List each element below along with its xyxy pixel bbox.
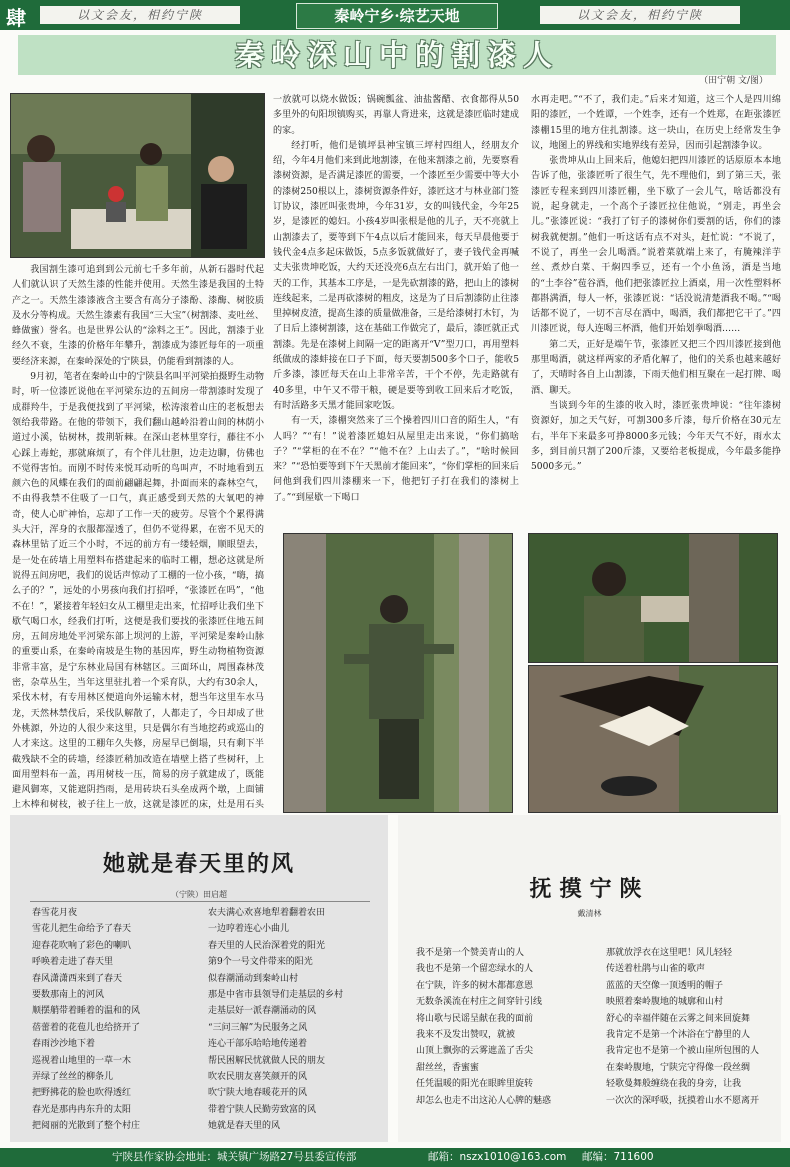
poem-line: 我也不是第一个留恋绿水的人 bbox=[416, 964, 534, 975]
poem-line: 将山歌与民谣呈献在我的面前 bbox=[416, 1013, 534, 1024]
poem-box-2 bbox=[398, 815, 781, 1142]
footer-email: 邮箱：nszx1010@163.com bbox=[428, 1151, 567, 1163]
poem-line: 春天里的人民治深着党的阳光 bbox=[208, 940, 326, 951]
poem-author: （宁陕）田启超 bbox=[171, 890, 227, 899]
page-number: 肆 bbox=[6, 6, 26, 30]
poem-lines-right bbox=[208, 905, 383, 1135]
article-title: 秦岭深山中的割漆人 bbox=[234, 38, 559, 72]
photo-lacquer-collection bbox=[528, 665, 778, 813]
poem-line: “三问三解”为民服务之风 bbox=[208, 1022, 308, 1033]
poem-line: 吹宁陕大地春暖花开的风 bbox=[208, 1088, 308, 1099]
poem-line: 春雪花月夜 bbox=[32, 908, 78, 918]
poem-line: 把阅丽的光散到了整个村庄 bbox=[32, 1121, 141, 1132]
poem-line: 巡视着山地里的一草一木 bbox=[32, 1055, 132, 1066]
footer-address: 宁陕县作家协会地址：城关镇广场路27号县委宣传部 bbox=[112, 1151, 357, 1163]
poem-line: 蓝蓝的天空像一顶透明的帽子 bbox=[606, 980, 724, 991]
poem-line: 山顶上飘弥的云雾遮盖了舌尖 bbox=[416, 1046, 534, 1057]
photo-workers-eating bbox=[10, 93, 265, 258]
poem-line: 迎春花吹响了彩色的喇叭 bbox=[32, 940, 132, 951]
divider bbox=[30, 901, 370, 902]
poem-line: 一次次的深呼吸，抚摸着山水不愿离开 bbox=[606, 1095, 760, 1106]
poem-line: 我肯定不是第一个沐浴在宁静里的人 bbox=[606, 1030, 751, 1041]
article-byline: （田宁朝 文/图） bbox=[699, 76, 768, 86]
poem-box-1 bbox=[10, 815, 388, 1142]
paragraph: 张贵坤从山上回来后，他媳妇把四川漆匠的话原原本本地告诉了他，张漆匠听了很生气，先不理他们，到了第三天，张漆匠专程来到四川漆匠棚，坐下歇了一会儿气，啥话都没有说，起身就走，一个高个子漆匠拉住他说，“别走，再坐会儿。”张漆匠说：“我打了钉子的漆树你们要割的话，你们的漆树我就便割。”他们一听这话有点不对头，赶忙说：“不说了，不说了，再坐一会儿喝酒。”说着菜就端上来了，有腌辣洋芋丝、煮炒白菜、干焖四季豆，还有一个小鱼汤，酒是当地的“土李谷”苞谷酒，他们把张漆匠拉上酒桌，用一次性塑料杯都斟满酒，每人一杯，张漆匠说：“话没说清楚酒我不喝。”“喝话都不说了，一切不言尽在酒中，喝酒，我们都把它干了。”四川漆匠说，每人连喝三杯酒，他们开始划拳喝酒…… bbox=[531, 156, 781, 335]
poem-line: 连心干部乐哈哈地传递着 bbox=[208, 1039, 308, 1050]
paragraph: 有一天，漆棚突然来了三个操着四川口音的陌生人，“有人吗？”“有！”说着漆匠媳妇从屋里走出来说，“你们搞啥子？”“掌柜的在不在？”“他不在？上山去了。”，“啥时候回来？”“恐怕要等到下午天黑前才能回来”，“你们掌柜的回来后问他到我们四川漆棚来一下，他把钉子打在我们的漆树上了。”“到屋歇一下喝口 bbox=[273, 416, 519, 503]
poem-line: 把野拂花的脸也吹得透红 bbox=[32, 1088, 132, 1099]
paragraph: 我国割生漆可追到到公元前七千多年前，从新石器时代起人们就认识了天然生漆的性能并使用。天然生漆是我国的土特产之一。天然生漆漆液含主要含有高分子漆酚、漆酶、树胶质及水分等构成。天然生漆素有我国“三大宝”（树割漆、麦吐丝、蜂做蜜）誉名。也是世界公认的“涂料之王”。因此，割漆于业经久不衰，生漆的价格年年攀升，割漆成为漆匠每年的一项重要经济来源，在秦岭深处的宁陕县，仍能看到割漆的人。 bbox=[12, 265, 264, 367]
poem-line: 农夫满心欢喜地犁着翻着农田 bbox=[208, 908, 326, 918]
poem-line: 在宁陕，许多的树木都都意恩 bbox=[416, 980, 534, 991]
poem-line: 无数条溪流在村庄之间穿针引线 bbox=[416, 997, 543, 1008]
poem-line: 第9个一号文件带来的阳光 bbox=[208, 957, 313, 968]
poem-line: 我不是第一个赞美青山的人 bbox=[416, 948, 525, 958]
photo-tapping-lacquer bbox=[528, 533, 778, 663]
article-column-3 bbox=[531, 93, 781, 495]
poem-line: 任凭温暖的阳光在眼眸里旋转 bbox=[416, 1079, 534, 1090]
poem-line: 蓓蕾着的花苞儿也给挤开了 bbox=[32, 1022, 141, 1033]
poem-lines-right bbox=[606, 945, 778, 1109]
poem-line: 她就是春天里的风 bbox=[208, 1121, 281, 1132]
paragraph: 9月初，笔者在秦岭山中的宁陕县名叫平河梁拍摄野生动物时，听一位漆匠说他在平河梁东边的五间房一带割漆时发现了成群羚牛，于是我便找到了平河梁，松涛滚着山庄的老板想去领给我带路。在他的带领下，我们翻山越岭沿着山间的林荫小道过小溪，钻树林，拨荆斩棘。在深山老林里穿行，藤往不小心踩上毒蛇，那就麻烦了，有个伴儿壮胆，边走边聊，仿佛也不觉得害怕。而刚不时传来悦耳动听的鸟叫声，不时地看到五颜六色的风蝶在我们的面前翩翩起舞，扑面而来的森林空气，不由得我禁不住吸了一口气，真正感受到天然的大氧吧的神奇，使人心旷神怡，忘却了工作一天的疲劳。尽管个个累得满头大汗，浑身的衣服都湿透了，但仍不觉得累，在密不见天的森林里钻了近三个小时，不远的前方有一缕轻烟，顺眼望去，是一处在砖墙上用塑料布搭建起来的临时工棚，想必这就是所说得五间房吧，我们的说话声惊动了工棚的一位小孩，“嗨，搞么子的？”，远处的小男孩向我们打招呼，“张漆匠在吗”，“他不在！”，紧接着年轻妇女从工棚里走出来，忙招呼让我们坐下歇气喝口水，经我们打听，这便是我们要找的张漆匠住地五间房，五间房地处平河梁东部上坝河的上游，平河梁是秦岭山脉的重要山系，在秦岭南坡是生物的基因库，野生动物植物资源非常丰富，是宁东林业局国有林辖区。三面环山，周围森林茂密，杂草丛生，当年这里驻扎着一个采育队，大约有30余人，采伐木材，有专用林区便道向外运输木材，想当年这里车水马龙，天然林禁伐后，采伐队解散了，人都走了，今日却成了世外桃源，外边的人很少来这里，只是偶尔有当地挖药或巡山的人才来这。这里的工棚年久失修，房屋早已倒塌，只有剩下半截残缺不全的砖墙，经漆匠稍加改造在墙壁上搭了些树秆，上面用塑料布一盖，再用树枝一压，简易的房子就建成了，既能避风御寒，又能遮阴挡雨，是用砖块石头垒成两个墩，上面铺上木棒和树枝，被子往上一放，这就是漆匠的床，灶是用石头 bbox=[12, 372, 264, 811]
poem-line: 甜丝丝，香蜜蜜 bbox=[416, 1062, 480, 1073]
poem-line: 春雨沙沙地下着 bbox=[32, 1039, 96, 1050]
poem-line: 传送着杜鹃与山雀的歌声 bbox=[606, 964, 706, 975]
poem-line: 呼唤着走进了春天里 bbox=[32, 957, 114, 968]
poem-line: 在秦岭腹地，宁陕完守得像一段丝绸 bbox=[606, 1062, 751, 1073]
poem-line: 我来不及发出赞叹，就被 bbox=[416, 1030, 516, 1041]
poem-line: 轻歌曼舞般缠绕在我的身旁，让我 bbox=[606, 1079, 742, 1090]
paragraph: 水再走吧。”“不了，我们走。”后来才知道，这三个人是四川绵阳的漆匠，一个姓谭，一个姓李，还有一个姓郑，在距张漆匠漆棚15里的地方住扎割漆。这一块山，在历史上经常发生争议，地图上的界线和实地界线有差异，因而引起割漆争议。 bbox=[531, 95, 781, 151]
poem-line: 要数那南上的河风 bbox=[32, 990, 105, 1001]
poem-line: 映照着秦岭腹地的城廓和山村 bbox=[606, 997, 724, 1008]
poem-line: 春光是那冉冉东升的太阳 bbox=[32, 1104, 132, 1115]
poem-lines-left bbox=[32, 905, 202, 1135]
photo-climbing-lacquer-tree bbox=[283, 533, 513, 813]
header-slogan-left: 以文会友，相约宁陕 bbox=[40, 6, 240, 24]
header-slogan-right: 以文会友，相约宁陕 bbox=[540, 6, 740, 24]
paragraph: 经打听，他们是镇坪县神宝镇三坪村四组人，经朋友介绍，今年4月他们来到此地割漆，在他来割漆之前，先要察看漆树资源，是否满足漆匠的需要，一个漆匠至少需要中等大小的漆树250根以上，漆树资源条件好，漆匠这才与林业部门签订协议，漆匠叫张贵坤，今年31岁，女的叫钱代金，今年25岁，是漆匠的媳妇。小孩4岁叫张根是他的儿子，天不亮就上山割漆去了，要等到下午4点以后才能回来，每天早晨他要于钱代金4点多起床做饭，5点多饭就做好了，妻子钱代金再喊丈夫张贵坤吃饭，大约天还没亮6点左右出门，就开始了他一天的工作，其基本工序是，一是先砍割漆的路，把山上的漆树连线起来，二是再砍漆树的粗皮，这是为了日后割漆防止往漆里掉树皮渣，提高生漆的质量做准备，三是给漆树打木钉，为了日后上漆树割漆，这在基础工作做完了，最后，漆匠就正式割漆。先是在漆树上间隔一定的距离开“V”型刀口，再用塑料纸做成的漆蚌接在口子下面，每天要割500多个口子，能收5斤多漆，漆匠每天在山上非常辛苦，干个不停，先走路就有40多里，中午又不带干粮，硬是要等到收工回来后才吃饭，有时活路多天黑才能回家吃饭。 bbox=[273, 140, 519, 411]
poem-line: 似春潮涌动到秦岭山村 bbox=[208, 973, 299, 984]
header-bar bbox=[0, 0, 790, 30]
poem-title: 她就是春天里的风 bbox=[102, 851, 295, 877]
poem-line: 吹农民朋友喜笑颜开的风 bbox=[208, 1072, 308, 1083]
poem-line: 帮民困解民忧就做人民的朋友 bbox=[208, 1055, 326, 1066]
poem-lines-left bbox=[416, 945, 596, 1109]
poem-line: 雪花儿把生命给予了春天 bbox=[32, 924, 132, 935]
article-column-2 bbox=[273, 93, 519, 503]
paragraph: 当谈到今年的生漆的收入时，漆匠张贵坤说：“往年漆树资源好，加之天气好，可割300多斤漆，每斤价格在30元左右，半年下来最多可挣8000多元钱；今年天气不好，雨水太多，到目前只割了200斤漆，又要给老板提成，今年最多能挣5000多元。” bbox=[531, 400, 781, 473]
article-title-banner bbox=[18, 35, 776, 75]
poem-line: 却怎么也走不出这沁人心脾的魅惑 bbox=[416, 1095, 552, 1106]
footer-bar bbox=[0, 1148, 790, 1167]
poem-title: 抚摸宁陕 bbox=[529, 876, 650, 902]
poem-line: 一边哼着连心小曲儿 bbox=[208, 924, 290, 935]
footer-postcode: 邮编：711600 bbox=[582, 1151, 654, 1163]
poem-line: 走基层好一派春潮涌动的风 bbox=[208, 1006, 317, 1017]
poem-line: 春风潇潇西来到了春天 bbox=[32, 973, 123, 984]
poem-line: 那就放浮衣在这里吧！风儿轻轻 bbox=[606, 948, 733, 958]
paragraph: 一放就可以烧水做饭；锅碗瓢盆、油盐酱醋、衣食都得从50多里外的旬阳坝镇购买，再靠人背进来，这就是漆匠临时建成的家。 bbox=[273, 95, 519, 136]
poem-line: 弄绿了丝丝的柳条儿 bbox=[32, 1072, 114, 1083]
poem-line: 我肯定也不是第一个被山崖所包围的人 bbox=[606, 1046, 760, 1057]
section-title: 秦岭宁乡·综艺天地 bbox=[296, 3, 498, 29]
poem-line: 顺摆艄带着睡着的温和的风 bbox=[32, 1006, 141, 1017]
paragraph: 第二天，正好是端午节，张漆匠又把三个四川漆匠接到他那里喝酒，就这样两家的矛盾化解了，他们的关系也越来越好了，天晴时各自上山割漆，下雨天他们相互聚在一起打牌、喝酒、聊天。 bbox=[531, 339, 781, 396]
poem-line: 带着宁陕人民勤劳致富的风 bbox=[208, 1104, 317, 1115]
poem-line: 舒心的幸福伴随在云雾之间来回旋舞 bbox=[606, 1013, 751, 1024]
poem-author: 戴清林 bbox=[577, 909, 602, 918]
poem-line: 那是中省市县领导们走基层的乡村 bbox=[208, 990, 344, 1001]
